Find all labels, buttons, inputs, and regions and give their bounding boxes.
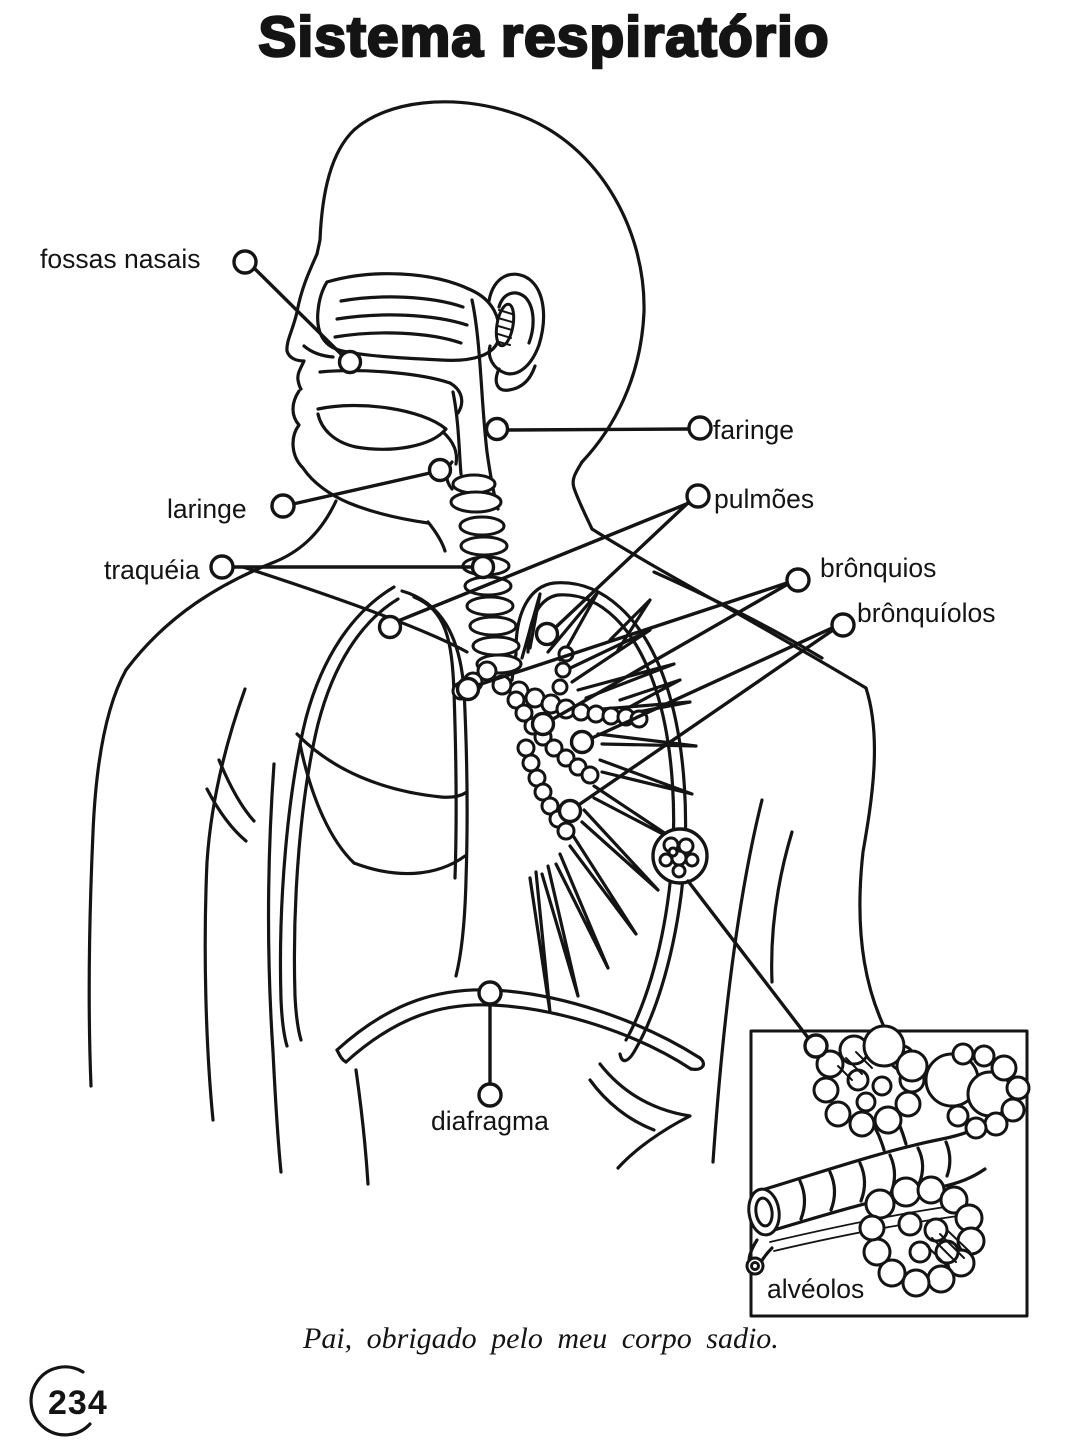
alveolus-mini — [686, 854, 698, 866]
bronchus-bead — [558, 823, 574, 839]
alveolus-sac — [928, 1266, 954, 1292]
left-mediastinal-line — [414, 597, 456, 878]
bronchus-bead — [582, 767, 598, 783]
label-faringe: faringe — [713, 415, 795, 445]
node-pulmoes-label — [687, 485, 709, 507]
small-tube-cut-end — [752, 1263, 759, 1270]
larynx-ring — [453, 475, 495, 493]
left-lung-base-curve — [354, 856, 465, 874]
leader-laringe — [293, 473, 430, 504]
node-traqueia-label — [211, 556, 233, 578]
alveoli-inset — [746, 1026, 1029, 1316]
bronchus-bead — [553, 680, 567, 694]
node-diafragma-top — [479, 982, 501, 1004]
page-number: 234 — [48, 1384, 108, 1422]
alveolus-sac — [864, 1239, 890, 1265]
label-traqueia: traquéia — [104, 555, 200, 585]
diaphragm-left-tip — [337, 1050, 346, 1062]
label-alveolos: alvéolos — [767, 1274, 865, 1304]
leader-lines — [233, 268, 833, 1084]
larynx-ring — [451, 492, 501, 512]
node-pulmoes-target-left — [380, 617, 401, 638]
node-diafragma-bottom — [479, 1084, 501, 1106]
nose-profile — [287, 254, 317, 389]
costal-wave-line — [600, 1064, 690, 1168]
trachea-cartilage-rings — [460, 517, 521, 673]
node-pulmoes-target-right — [537, 624, 558, 645]
ear-lobe — [496, 366, 535, 390]
nasal-turbinate-middle — [337, 315, 467, 325]
left-arm-inner — [205, 689, 245, 1120]
neck-front-line — [428, 522, 445, 551]
right-armpit-fold — [772, 832, 792, 982]
left-pleura-outer — [280, 587, 394, 1046]
node-fossas-nasais-target — [340, 352, 361, 373]
trachea-ring — [470, 617, 516, 635]
right-arm-outer — [860, 688, 886, 1031]
alveolus-sac — [966, 1118, 986, 1138]
left-shoulder-outline — [126, 501, 336, 670]
alveolus-sac — [985, 1113, 1007, 1135]
nasal-turbinate-lower — [335, 333, 461, 343]
page-title: Sistema respiratório — [258, 5, 830, 69]
left-lung-cardiac-curve — [300, 744, 354, 863]
leader-faringe — [508, 429, 688, 430]
alveolus-sac — [953, 1044, 973, 1064]
alveolus-sac — [1007, 1077, 1029, 1099]
node-laringe-label — [272, 495, 294, 517]
label-bronquiolos: brônquíolos — [857, 598, 996, 628]
left-lung-fissure — [297, 734, 467, 797]
alveolus-sac — [826, 1102, 850, 1126]
node-traqueia-target — [473, 557, 494, 578]
node-faringe-label — [689, 417, 711, 439]
prayer-text: Pai, obrigado pelo meu corpo sadio. — [303, 1322, 779, 1355]
nape-line — [573, 462, 592, 529]
label-pulmoes: pulmões — [714, 484, 815, 514]
alveoli-marker — [653, 829, 707, 883]
diaphragm — [337, 990, 703, 1070]
palate-line — [320, 371, 450, 383]
left-armpit-fold — [219, 760, 254, 821]
page-number-badge — [31, 1367, 108, 1435]
tongue-curve — [318, 406, 446, 450]
node-laringe-target — [430, 460, 451, 481]
alveolus-sac — [897, 1051, 927, 1081]
bronchus-bead — [556, 663, 570, 677]
alveolus-sac — [899, 1213, 921, 1235]
left-pleura-inner — [294, 599, 398, 1040]
head-profile — [287, 102, 644, 529]
alveolus-sac — [974, 1046, 994, 1066]
trachea-ring — [461, 537, 507, 555]
trachea-ring — [467, 597, 513, 615]
alveolus-sac — [850, 1112, 874, 1136]
alveolus-sac — [873, 1077, 891, 1095]
node-bronquiolos-label — [832, 614, 854, 636]
node-bronquiolos-target — [572, 732, 593, 753]
belly-line — [356, 1070, 368, 1184]
trachea-ring — [473, 637, 519, 655]
alveolus-sac — [875, 1107, 901, 1133]
node-alveolos-target — [805, 1035, 827, 1057]
left-lung — [280, 587, 467, 1046]
leader-alveolos — [688, 881, 809, 1039]
alveolus-sac — [903, 1270, 929, 1296]
bronchus-bead — [588, 706, 604, 722]
nostril-line — [304, 346, 333, 357]
alveolus-sac — [814, 1078, 838, 1102]
left-arm-outer — [89, 670, 126, 1086]
node-faringe-target — [487, 419, 508, 440]
diaphragm-right-tip — [691, 1058, 703, 1069]
node-bronquios-target — [533, 714, 554, 735]
ear-canal — [493, 303, 516, 347]
label-fossas-nasais: fossas nasais — [40, 244, 201, 274]
node-bronquios-label — [787, 569, 809, 591]
leader-nodes — [211, 251, 854, 1106]
bronchiole-feather — [600, 760, 692, 794]
bronchiole-feather — [570, 834, 636, 934]
label-diafragma: diafragma — [431, 1106, 549, 1136]
trachea-ring — [460, 517, 504, 535]
alveolus-mini — [669, 848, 677, 856]
alveolus-sac — [860, 1216, 884, 1240]
skull-outline — [317, 102, 644, 462]
label-bronquios: brônquios — [820, 553, 937, 583]
alveolus-mini — [673, 865, 685, 877]
node-bronquios-target — [458, 679, 479, 700]
nasal-turbinate-upper — [341, 297, 463, 307]
label-laringe: laringe — [167, 494, 247, 524]
alveolus-sac — [892, 1178, 920, 1206]
alveolus-sac — [866, 1190, 894, 1218]
node-fossas-nasais-label — [234, 251, 256, 273]
node-bronquiolos-target — [560, 801, 581, 822]
alveolus-sac — [992, 1056, 1016, 1080]
alveolus-sac — [857, 1093, 875, 1111]
alveolus-sac — [948, 1106, 968, 1126]
